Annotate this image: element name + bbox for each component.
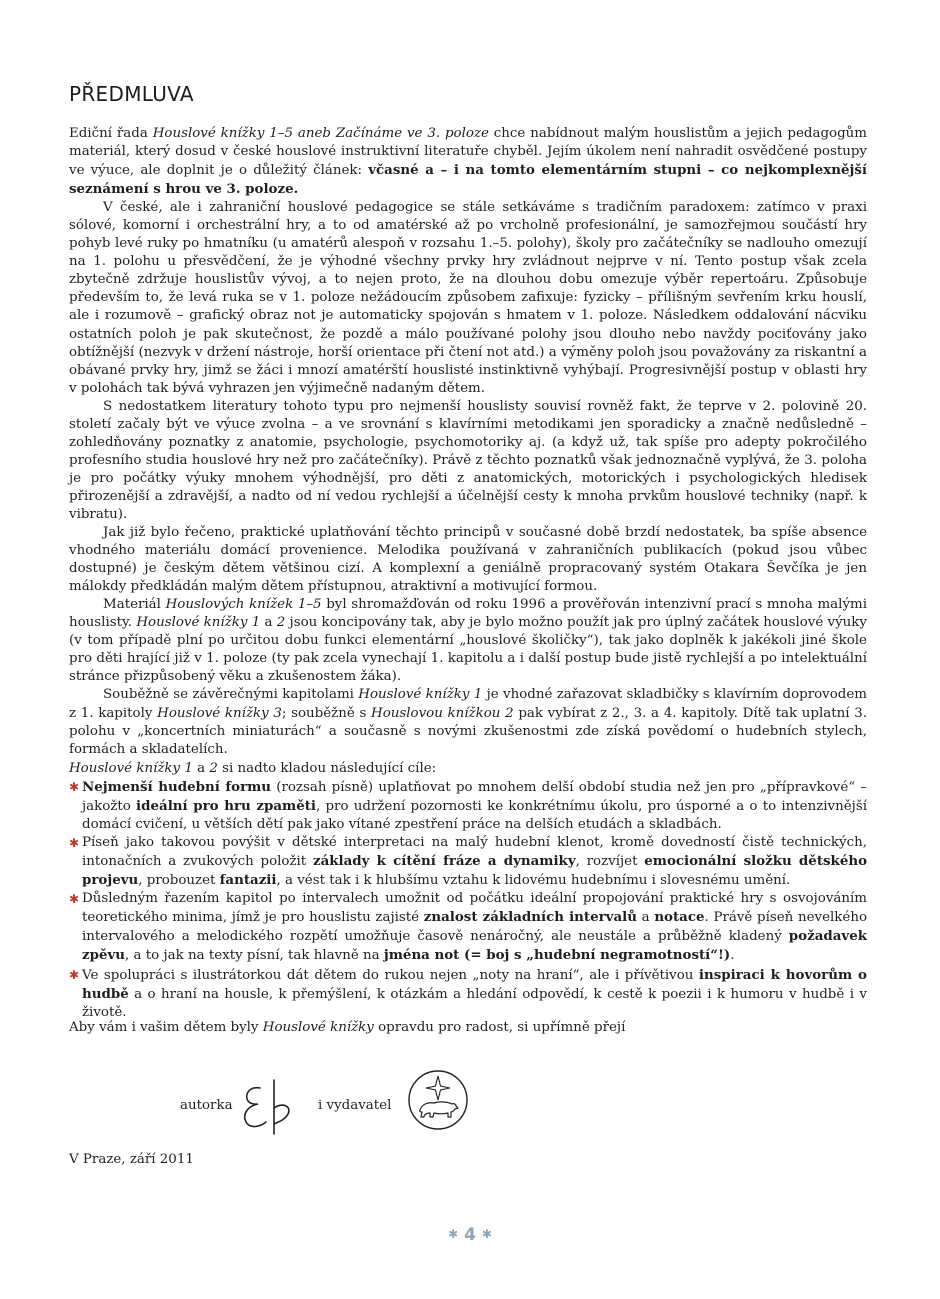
italic-text: Houslové knížky 3 <box>157 705 282 721</box>
goal-item <box>69 966 867 1022</box>
text-run: Ediční řada <box>69 126 153 141</box>
text-run: Důsledným řazením kapitol po intervalech umožnit od počátku ideální propojování praktické hry s osvojováním teoretického minima, jímž je pro houslistu zajisté <box>82 891 867 926</box>
text-run: Materiál <box>103 597 166 613</box>
paragraph <box>69 596 867 686</box>
text-run: je vhodné zařazovat skladbičky s klavírním doprovodem z 1. kapitoly <box>69 687 867 721</box>
bold-text: fantazii <box>219 872 277 889</box>
text-run: chce nabídnout malým houslistům a jejich pedagogům materiál, který dosud v české houslové instruktivní literatuře chyběl. Jejím úkolem není nahradit osvědčené postupy ve výuce, ale doplnit je o důležitý článek: <box>69 126 867 179</box>
bold-text: Nejmenší hudební formu <box>82 779 272 796</box>
text-run: a <box>192 761 210 776</box>
bold-text: znalost základních intervalů <box>423 909 637 926</box>
goals-intro <box>69 760 867 778</box>
text-run: , a to jak na texty písní, tak hlavně na <box>125 948 384 964</box>
asterisk-bullet-icon: ✱ <box>69 892 80 907</box>
bold-text: včasné a – i na tomto elementárním stupni – co nejkomplexnější seznámení s hrou ve 3. poloze. <box>69 162 867 198</box>
text-run: pak vybírat z 2., 3. a 4. kapitoly. Dítě tak uplatní 3. polohu v „koncertních miniaturách“ a současně s novými zkušenostmi zde získá povědomí o hudebních stylech, formách a skladatelích. <box>69 705 868 757</box>
italic-text: 2 <box>209 761 218 776</box>
paragraph <box>69 686 867 758</box>
text-run: (rozsah písně) uplatňovat po mnohem delší období studia než jen pro „přípravkové“ – jakožto <box>82 780 868 815</box>
text-run: Aby vám i vašim dětem byly <box>69 1020 263 1035</box>
italic-text: Houslové knížky <box>262 1020 374 1035</box>
author-signature-icon <box>236 1074 296 1138</box>
goals-list <box>69 778 867 1022</box>
closing-sentence <box>69 1019 625 1037</box>
text-run: a o hraní na housle, k přemýšlení, k otázkám a hledání odpovědí, k cestě k poezii i k humoru v hudbě i v životě. <box>82 986 867 1020</box>
page-footer <box>0 1225 940 1245</box>
publisher-label: i vydavatel <box>318 1098 392 1113</box>
bold-text: inspiraci k hovorům o hudbě <box>82 966 867 1002</box>
text-run: V české, ale i zahraniční houslové pedagogice se stále setkáváme s tradičním paradoxem: zatímco v praxi sólové, komorní i orchestrální hry, a to od amatérské až po vrcholně profesionální, je samozřejmou součástí hry pohyb levé ruky po hmatníku (u amatérů alespoň v rozsahu 1.–5. polohy), školy pro začátečníky se nadlouho omezují na 1. polohu u přesvědčení, že je výhodné všechny prvky hry zvládnout nejprve v ní. Tento postup však zcela zbytečně zdržuje houslistův vývoj, a to nejen proto, že na dlouhou dobu omezuje výběr repertoáru. Způsobuje především to, že levá ruka se v 1. poloze nežádoucím způsobem zafixuje: fyzicky – přílišným sevřením krku houslí, ale i rozumově – grafický obraz not je automaticky spojován s hmatem v 1. poloze. Následkem oddalování nácviku ostatních poloh je pak skutečnost, že pozdě a málo používané polohy jsou dlouho nebo navždy pociťovány jako obtížnější (nezvyk v držení nástroje, horší orientace při čtení not atd.) a výměny poloh jsou považovány za riskantní a obávané prvky hry, jimž se žáci i mnozí amatérští houslisté instinktivně vyhýbají. Progresivnější postup v oblasti hry v polohách tak bývá vyhrazen jen výjimečně nadaným dětem. <box>69 200 867 396</box>
goal-item <box>69 834 867 890</box>
page-title: PŘEDMLUVA <box>69 82 194 106</box>
bold-text: emocionální složku dětského projevu <box>82 853 868 889</box>
signature-row <box>180 1068 680 1148</box>
text-run: a <box>260 615 277 631</box>
text-run: Souběžně se závěrečnými kapitolami <box>103 687 359 703</box>
text-run: Ve spolupráci s ilustrátorkou dát dětem do rukou nejen „noty na hraní“, ale i přívětivou <box>82 967 699 983</box>
italic-text: Houslovou knížkou 2 <box>371 705 514 721</box>
goal-item <box>69 778 867 834</box>
text-run: , a vést tak i k hlubšímu vztahu k lidovému hudebnímu i slovesnému umění. <box>276 873 791 889</box>
text-run: , pro udržení pozornosti ke konkrétnímu úkolu, pro úsporné a o to intenzivnější domácí cvičení, u větších dětí pak jako vítané zpestření práce na delších etudách a skladbách. <box>82 799 867 833</box>
italic-text: Houslové knížky 1 <box>69 761 193 776</box>
footer-star-icon: ✱ <box>481 1227 492 1241</box>
text-run: , probouzet <box>138 873 220 889</box>
publisher-logo-icon <box>406 1068 470 1132</box>
text-run: opravdu pro radost, si upřímně přejí <box>373 1020 626 1035</box>
page-number: 4 <box>464 1225 476 1245</box>
italic-text: 2 <box>276 615 286 631</box>
asterisk-bullet-icon: ✱ <box>69 967 80 982</box>
italic-text: Houslové knížky 1 <box>358 687 483 703</box>
bold-text: požadavek zpěvu <box>82 928 867 964</box>
text-run: S nedostatkem literatury tohoto typu pro nejmenší houslisty souvisí rovněž fakt, že teprve v 2. polovině 20. století začaly být ve výuce zvolna – a ve srovnání s klavírními metodikami jen sporadicky a značně nedůsledně – zohledňovány poznatky z anatomie, psychologie, psychomotoriky aj. (a když už, tak spíše pro adepty pokročilého profesního studia houslové hry než pro začátečníky). Právě z těchto poznatků však jednoznačně vyplývá, že 3. poloha je pro počátky výuky mnohem výhodnější, pro děti z anatomických, motorických i psychologických hledisek přirozenější a zdravější, a nadto od ní vedou rychlejší a účelnější cesty k mnoha prvkům houslové techniky (např. k vibratu). <box>69 398 867 522</box>
text-run: a <box>636 910 655 926</box>
asterisk-bullet-icon: ✱ <box>69 836 80 851</box>
text-run: byl shromažďován od roku 1996 a prověřován intenzivní prací s mnoha malými houslisty. <box>69 597 867 631</box>
paragraph <box>69 199 867 398</box>
text-run: Jak již bylo řečeno, praktické uplatňování těchto principů v současné době brzdí nedostatek, ba spíše absence vhodného materiálu domácí provenience. Melodika používaná v zahraničních publikacích (pokud jsou vůbec dostupné) je českým dětem většinou cizí. A komplexní a geniálně propracovaný systém Otakara Ševčíka je jen málokdy předkládán malým dětem přístupnou, atraktivní a motivující formou. <box>69 525 867 595</box>
bold-text: notace <box>654 909 705 926</box>
bold-text: jména not (= boj s „hudební negramotností“!) <box>383 947 731 964</box>
text-run: . <box>730 948 735 964</box>
text-run: si nadto kladou následující cíle: <box>217 761 437 776</box>
text-run: ; souběžně s <box>281 705 372 721</box>
italic-text: Houslové knížky 1–5 aneb Začínáme ve 3. poloze <box>152 126 489 141</box>
preface-body <box>69 125 867 759</box>
footer-star-icon: ✱ <box>448 1227 459 1241</box>
goal-item <box>69 890 867 965</box>
author-label: autorka <box>180 1098 233 1113</box>
bold-text: základy k cítění fráze a dynamiky <box>312 853 576 870</box>
italic-text: Houslových knížek 1–5 <box>165 597 322 613</box>
paragraph <box>69 125 867 199</box>
text-run: , rozvíjet <box>575 854 645 870</box>
date-line: V Praze, září 2011 <box>69 1152 194 1167</box>
italic-text: Houslové knížky 1 <box>136 615 261 631</box>
goals-section <box>69 760 867 1022</box>
asterisk-bullet-icon: ✱ <box>69 780 80 795</box>
text-run: jsou koncipovány tak, aby je bylo možno použít jak pro úplný začátek houslové výuky (v tom případě plní po určitou dobu funkci elementární „houslové školičky“), tak jako doplněk k jakékoli jiné škole pro děti hrající již v 1. poloze (ty pak zcela vynechají 1. kapitolu a i další postup bude jistě rychlejší a po intelektuální stránce přizpůsobený věku a zkušenostem žáka). <box>69 615 867 685</box>
bold-text: ideální pro hru zpaměti <box>136 798 316 815</box>
text-run: . Právě píseň nevelkého intervalového a melodického rozpětí umožňuje časově nenáročný, ale neustále a průběžně kladený <box>82 910 868 945</box>
paragraph <box>69 398 867 524</box>
paragraph <box>69 524 867 596</box>
text-run: Píseň jako takovou povýšit v dětské interpretaci na malý hudební klenot, kromě dovedností čistě technických, intonačních a zvukových položit <box>82 835 867 870</box>
